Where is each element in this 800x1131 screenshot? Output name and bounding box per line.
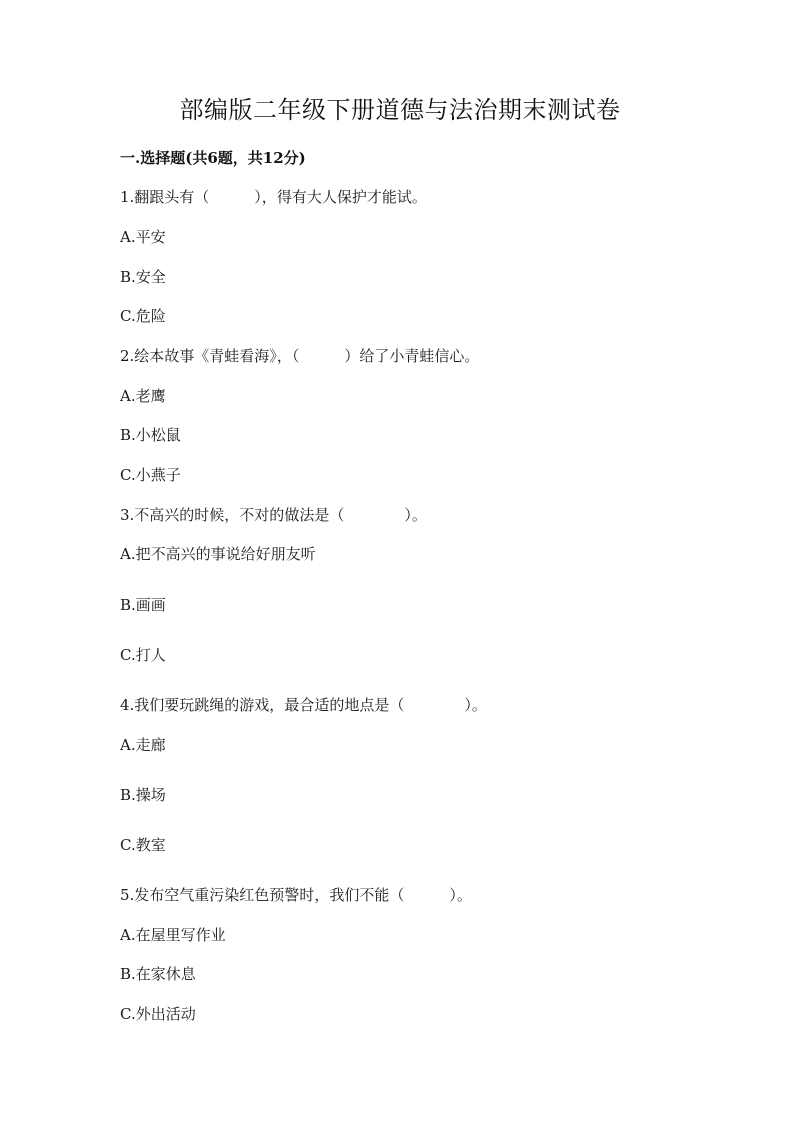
question-1-option-c: C.危险: [120, 307, 166, 325]
question-1-option-a: A.平安: [120, 228, 166, 246]
question-5-stem: 5.发布空气重污染红色预警时，我们不能（ ）。: [120, 886, 472, 904]
question-3-option-b: B.画画: [120, 596, 166, 614]
question-2-option-a: A.老鹰: [120, 387, 166, 405]
question-5-option-c: C.外出活动: [120, 1005, 196, 1023]
question-5-option-a: A.在屋里写作业: [120, 926, 226, 944]
question-4-option-c: C.教室: [120, 836, 166, 854]
section-heading: 一.选择题(共6题，共12分): [120, 149, 306, 167]
question-1-stem: 1.翻跟头有（ ），得有大人保护才能试。: [120, 188, 427, 206]
question-3-stem: 3.不高兴的时候，不对的做法是（ ）。: [120, 506, 427, 524]
question-5-option-b: B.在家休息: [120, 965, 196, 983]
question-3-option-c: C.打人: [120, 646, 166, 664]
page-title: 部编版二年级下册道德与法治期末测试卷: [179, 96, 621, 124]
question-1-option-b: B.安全: [120, 268, 166, 286]
question-4-stem: 4.我们要玩跳绳的游戏，最合适的地点是（ ）。: [120, 696, 487, 714]
question-2-option-c: C.小燕子: [120, 466, 181, 484]
question-4-option-a: A.走廊: [120, 736, 166, 754]
question-4-option-b: B.操场: [120, 786, 166, 804]
question-3-option-a: A.把不高兴的事说给好朋友听: [120, 545, 316, 563]
question-2-stem: 2.绘本故事《青蛙看海》，（ ）给了小青蛙信心。: [120, 347, 480, 365]
question-2-option-b: B.小松鼠: [120, 426, 181, 444]
